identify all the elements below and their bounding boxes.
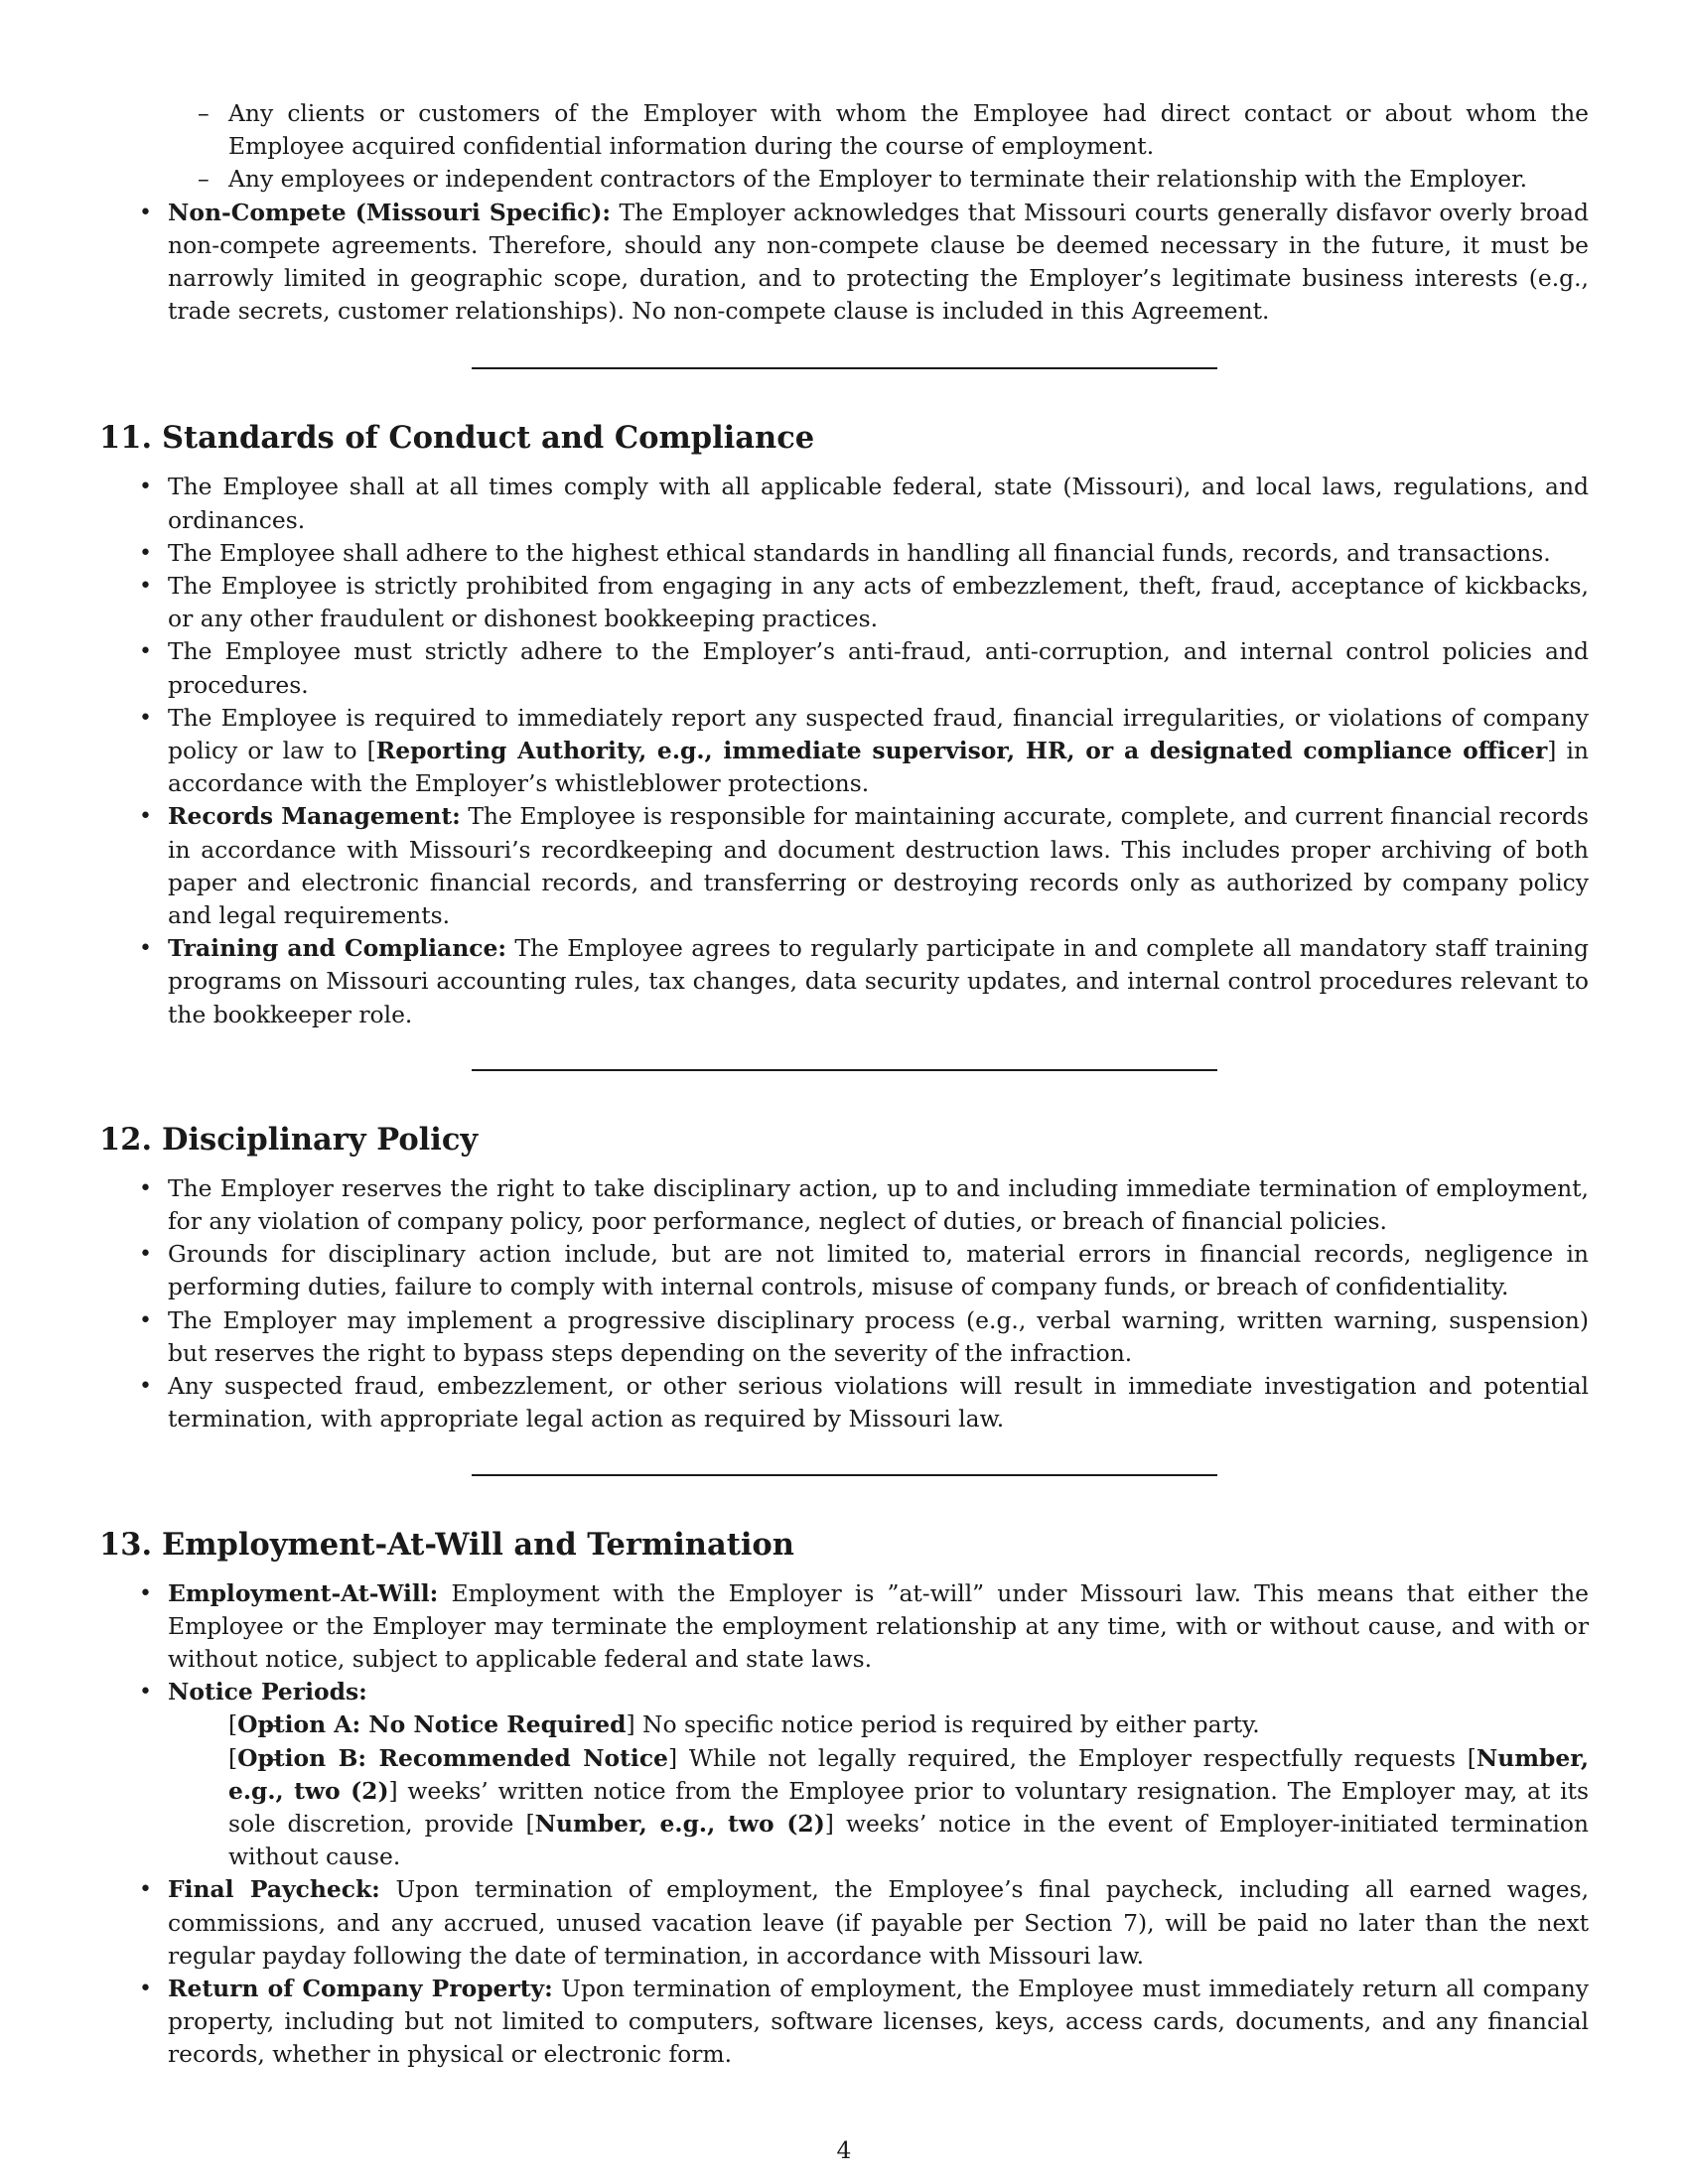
notice-periods-item — [99, 1676, 1589, 1873]
list-item: – Any clients or customers of the Employer with whom the Employee had direct contact or about whom the Employee acquired confidential information during the course of employment. — [99, 97, 1589, 163]
section-12-list — [99, 1172, 1589, 1436]
option-a-item: – [Option A: No Notice Required] No specific notice period is required by either party. — [168, 1708, 1589, 1741]
noncompete-label: Non-Compete (Missouri Specific): — [168, 198, 612, 226]
return-property-label: Return of Company Property: — [168, 1974, 553, 2002]
section-13-heading — [99, 1526, 1589, 1564]
final-paycheck-label: Final Paycheck: — [168, 1875, 380, 1904]
return-property-text: Upon termination of employment, the Employee must immediately return all company property, including but not limited to computers, software licenses, keys, access cards, documents, and any financial records, whether in physical or electronic form. — [168, 1974, 1589, 2069]
report-text-before: The Employee is required to immediately report any suspected fraud, financial irregularities, or violations of company policy or law to [ — [168, 703, 1589, 765]
option-b-text: ] weeks’ written notice from the Employee prior to voluntary resignation. The Employer may, at its sole discretion, provide [ — [228, 1776, 1589, 1838]
records-text: The Employee is responsible for maintaining accurate, complete, and current financial records in accordance with Missouri’s recordkeeping and document destruction laws. This includes proper archiving of both paper and electronic financial records, and transferring or destroying records only as authorized by company policy and legal requirements. — [168, 802, 1589, 930]
section-number: 13. — [99, 1526, 153, 1563]
option-b-text: ] While not legally required, the Employer respectfully requests [ — [667, 1743, 1477, 1772]
section-13-list — [99, 1577, 1589, 2072]
option-a-label: Option A: No Notice Required — [237, 1710, 627, 1739]
section-12-heading — [99, 1121, 1589, 1159]
document-page — [99, 97, 1589, 2072]
section-number: 11. — [99, 420, 153, 457]
reporting-authority-placeholder: Reporting Authority, e.g., immediate supervisor, HR, or a designated compliance officer — [375, 737, 1548, 765]
list-item: • The Employer may implement a progressive disciplinary process (e.g., verbal warning, written warning, suspension) but reserves the right to bypass steps depending on the severity of the infraction. — [99, 1304, 1589, 1370]
training-item — [99, 932, 1589, 1031]
list-item: • Any suspected fraud, embezzlement, or other serious violations will result in immediate investigation and potential termination, with appropriate legal action as required by Missouri law. — [99, 1370, 1589, 1435]
carryover-dash-list — [99, 97, 1589, 197]
report-item — [99, 702, 1589, 801]
at-will-item — [99, 1577, 1589, 1677]
option-b-label: Option B: Recommended Notice — [237, 1743, 668, 1772]
option-a-text: ] No specific notice period is required by either party. — [626, 1710, 1260, 1739]
section-divider — [472, 367, 1217, 369]
at-will-label: Employment-At-Will: — [168, 1578, 439, 1607]
return-property-item — [99, 1973, 1589, 2072]
notice-periods-label: Notice Periods: — [168, 1678, 367, 1706]
notice-number-placeholder: Number, e.g., two (2) — [534, 1809, 825, 1838]
list-item: – Any employees or independent contractors of the Employer to terminate their relationship with the Employer. — [99, 163, 1589, 196]
final-paycheck-item — [99, 1873, 1589, 1973]
list-item: • Grounds for disciplinary action include, but are not limited to, material errors in financial records, negligence in performing duties, failure to comply with internal controls, misuse of company funds, or breach of confidentiality. — [99, 1238, 1589, 1303]
section-divider — [472, 1069, 1217, 1071]
option-b-item: – [Option B: Recommended Notice] While not legally required, the Employer respectfully requests [Number, e.g., two (2)] weeks’ written notice from the Employee prior to voluntary resignation. The Employer may, at its sole discretion, provide [Number, e.g., two (2)] weeks’ notice in the event of Employer-initiated termination without cause. — [168, 1742, 1589, 1874]
page-number: 4 — [836, 2136, 852, 2164]
list-item: • The Employee shall at all times comply with all applicable federal, state (Missouri), and local laws, regulations, and ordinances. — [99, 471, 1589, 536]
report-text-after: ] in accordance with the Employer’s whistleblower protections. — [168, 737, 1589, 798]
section-divider — [472, 1474, 1217, 1476]
at-will-text: Employment with the Employer is ”at-will” under Missouri law. This means that either the Employee or the Employer may terminate the employment relationship at any time, with or without cause, and with or without notice, subject to applicable federal and state laws. — [168, 1578, 1589, 1673]
list-item: • The Employer reserves the right to take disciplinary action, up to and including immediate termination of employment, for any violation of company policy, poor performance, neglect of duties, or breach of financial policies. — [99, 1172, 1589, 1238]
records-item — [99, 800, 1589, 932]
section-11-heading — [99, 419, 1589, 457]
noncompete-item — [99, 197, 1589, 329]
records-label: Records Management: — [168, 802, 461, 831]
training-label: Training and Compliance: — [168, 934, 506, 963]
carryover-bullet-list — [99, 197, 1589, 329]
training-text: The Employee agrees to regularly participate in and complete all mandatory staff training programs on Missouri accounting rules, tax changes, data security updates, and internal control procedures relevant to the bookkeeper role. — [168, 934, 1590, 1028]
list-item: • The Employee shall adhere to the highest ethical standards in handling all financial funds, records, and transactions. — [99, 537, 1589, 570]
notice-number-placeholder: Number, e.g., two (2) — [228, 1743, 1589, 1805]
section-11-list — [99, 471, 1589, 1030]
list-item: • The Employee is strictly prohibited from engaging in any acts of embezzlement, theft, fraud, acceptance of kickbacks, or any other fraudulent or dishonest bookkeeping practices. — [99, 570, 1589, 635]
list-item: • The Employee must strictly adhere to the Employer’s anti-fraud, anti-corruption, and internal control policies and procedures. — [99, 635, 1589, 701]
section-number: 12. — [99, 1121, 153, 1158]
section-title: Standards of Conduct and Compliance — [162, 420, 815, 457]
final-paycheck-text: Upon termination of employment, the Employee’s final paycheck, including all earned wages, commissions, and any accrued, unused vacation leave (if payable per Section 7), will be paid no later than the next regular payday following the date of termination, in accordance with Missouri law. — [168, 1875, 1590, 1970]
section-title: Employment-At-Will and Termination — [162, 1526, 794, 1563]
noncompete-text: The Employer acknowledges that Missouri courts generally disfavor overly broad non-compete agreements. Therefore, should any non-compete clause be deemed necessary in the future, it must be narrowly limited in geographic scope, duration, and to protecting the Employer’s legitimate business interests (e.g., trade secrets, customer relationships). No non-compete clause is included in this Agreement. — [168, 198, 1589, 326]
section-title: Disciplinary Policy — [162, 1121, 479, 1158]
option-b-text: ] weeks’ notice in the event of Employer-initiated termination without cause. — [228, 1809, 1589, 1871]
notice-options-list — [168, 1708, 1589, 1873]
